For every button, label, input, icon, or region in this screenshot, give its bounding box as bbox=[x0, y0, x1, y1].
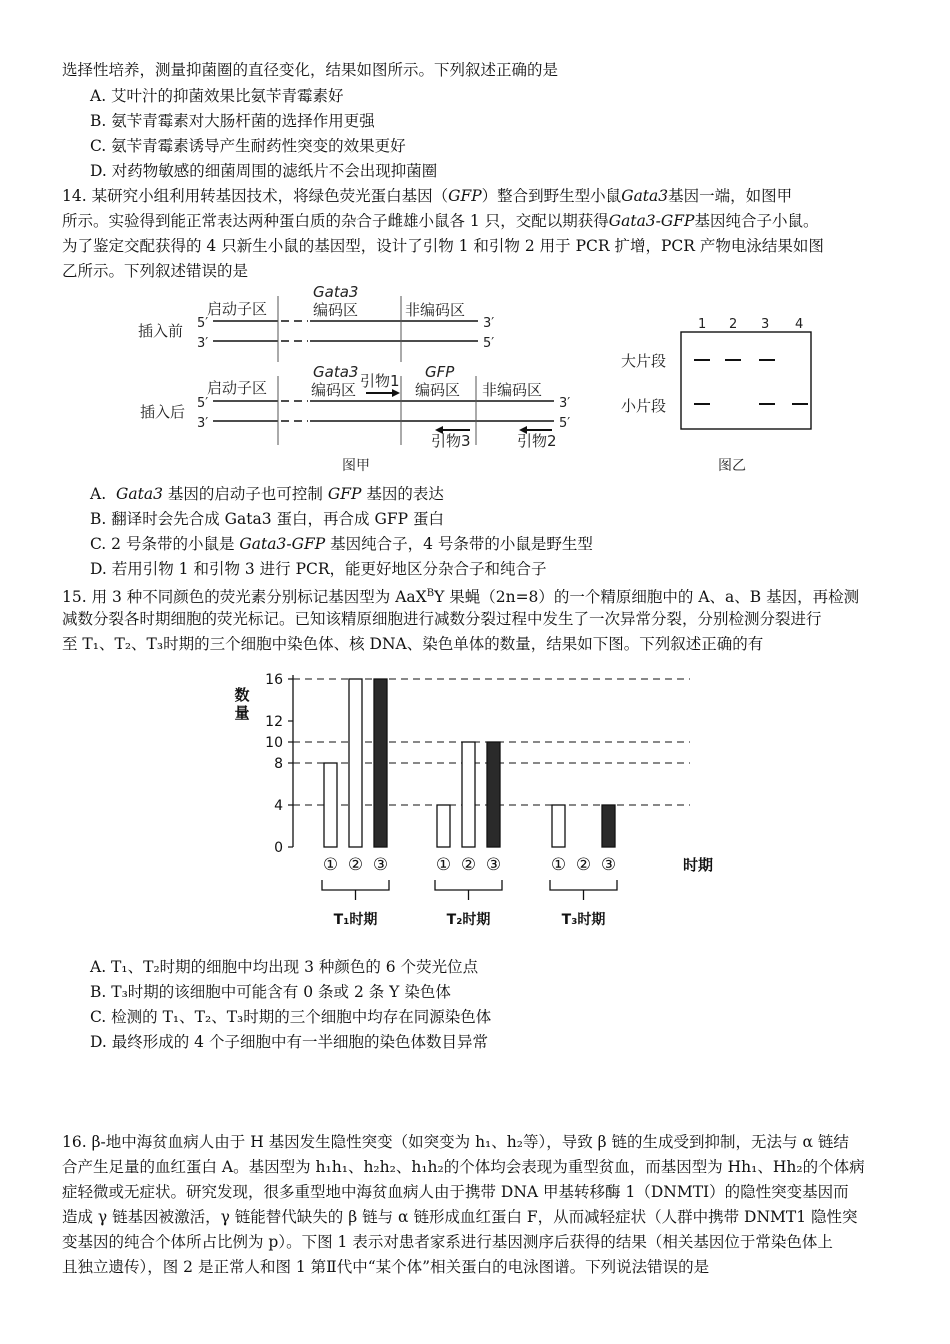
series-marker: ① bbox=[435, 855, 452, 875]
group-label: T₃时期 bbox=[561, 912, 606, 928]
figure-yi-caption: 图乙 bbox=[718, 458, 746, 474]
svg-text:非编码区: 非编码区 bbox=[482, 381, 543, 399]
series-marker: ① bbox=[550, 855, 567, 875]
svg-text:编码区: 编码区 bbox=[311, 381, 357, 399]
svg-text:2: 2 bbox=[729, 317, 738, 332]
q13-option-c: C. 氨苄青霉素诱导产生耐药性突变的效果更好 bbox=[90, 137, 406, 155]
series-marker: ③ bbox=[372, 855, 389, 875]
group-bracket bbox=[435, 880, 502, 890]
series-marker: ② bbox=[575, 855, 592, 875]
bar-2-3 bbox=[487, 742, 500, 847]
svg-text:5′: 5′ bbox=[559, 416, 571, 431]
bar-1-1 bbox=[324, 763, 337, 847]
svg-text:Gata3: Gata3 bbox=[313, 283, 359, 301]
svg-text:5′: 5′ bbox=[197, 316, 209, 331]
svg-text:引物2: 引物2 bbox=[517, 432, 557, 450]
series-marker: ② bbox=[347, 855, 364, 875]
q16-line1: 16. β-地中海贫血病人由于 H 基因发生隐性突变（如突变为 h₁、h₂等），导致 β 链的生成受到抑制，无法与 α 链结 bbox=[62, 1133, 849, 1151]
q14-line4: 乙所示。下列叙述错误的是 bbox=[62, 262, 249, 280]
q15-line2: 减数分裂各时期细胞的荧光标记。已知该精原细胞进行减数分裂过程中发生了一次异常分裂，分别检测分裂进行 bbox=[62, 610, 822, 628]
bar-2-2 bbox=[462, 742, 475, 847]
y-tick-label: 12 bbox=[265, 714, 283, 730]
svg-text:4: 4 bbox=[795, 317, 804, 332]
q14-option-b: B. 翻译时会先合成 Gata3 蛋白，再合成 GFP 蛋白 bbox=[90, 510, 444, 528]
figure-yi bbox=[600, 300, 840, 480]
bar-1-3 bbox=[374, 679, 387, 847]
small-fragment-label: 小片段 bbox=[621, 397, 667, 415]
bar-2-1 bbox=[437, 805, 450, 847]
q16-line2: 合产生足量的血红蛋白 A。基因型为 h₁h₁、h₂h₂、h₁h₂的个体均会表现为重型贫血，而基因型为 Hh₁、Hh₂的个体病 bbox=[62, 1158, 865, 1176]
svg-text:3′: 3′ bbox=[483, 316, 495, 331]
x-axis-label: 时期 bbox=[683, 856, 714, 874]
svg-text:非编码区: 非编码区 bbox=[405, 301, 466, 319]
y-tick-label: 0 bbox=[274, 840, 283, 856]
q13-option-a: A. 艾叶汁的抑菌效果比氨苄青霉素好 bbox=[90, 87, 344, 105]
after-label: 插入后 bbox=[140, 403, 186, 421]
q16-line5: 变基因的纯合个体所占比例为 p）。下图 1 表示对患者家系进行基因测序后获得的结果（相关基因位于常染色体上 bbox=[62, 1233, 833, 1251]
svg-text:编码区: 编码区 bbox=[313, 301, 359, 319]
y-tick-label: 16 bbox=[265, 672, 283, 688]
q15-option-a: A. T₁、T₂时期的细胞中均出现 3 种颜色的 6 个荧光位点 bbox=[90, 958, 479, 976]
q14-option-a: A. Gata3 基因的启动子也可控制 GFP 基因的表达 bbox=[90, 485, 444, 503]
q16-line3: 症轻微或无症状。研究发现，很多重型地中海贫血病人由于携带 DNA 甲基转移酶 1（DNMTI）的隐性突变基因而 bbox=[62, 1183, 849, 1201]
q14-line2: 所示。实验得到能正常表达两种蛋白质的杂合子雌雄小鼠各 1 只，交配以期获得Gata3-GFP基因纯合子小鼠。 bbox=[62, 212, 819, 230]
q13-option-b: B. 氨苄青霉素对大肠杆菌的选择作用更强 bbox=[90, 112, 375, 130]
bar-3-1 bbox=[552, 805, 565, 847]
group-label: T₁时期 bbox=[333, 912, 378, 928]
q15-option-c: C. 检测的 T₁、T₂、T₃时期的三个细胞中均存在同源染色体 bbox=[90, 1008, 492, 1026]
y-axis-label: 量 bbox=[234, 704, 250, 722]
q15-line3: 至 T₁、T₂、T₃时期的三个细胞中染色体、核 DNA、染色单体的数量，结果如下图。下列叙述正确的有 bbox=[62, 635, 764, 653]
svg-text:5′: 5′ bbox=[483, 336, 495, 351]
y-tick-label: 10 bbox=[265, 735, 283, 751]
group-label: T₂时期 bbox=[446, 912, 491, 928]
q14-line1: 14. 某研究小组利用转基因技术，将绿色荧光蛋白基因（GFP）整合到野生型小鼠Gata3基因一端，如图甲 bbox=[62, 187, 793, 205]
y-tick-label: 8 bbox=[274, 756, 283, 772]
svg-text:5′: 5′ bbox=[197, 396, 209, 411]
svg-text:编码区: 编码区 bbox=[415, 381, 461, 399]
series-marker: ③ bbox=[485, 855, 502, 875]
series-marker: ② bbox=[460, 855, 477, 875]
figure-jia-caption: 图甲 bbox=[342, 458, 370, 474]
series-marker: ③ bbox=[600, 855, 617, 875]
svg-text:3′: 3′ bbox=[559, 396, 571, 411]
svg-text:1: 1 bbox=[698, 317, 707, 332]
svg-text:启动子区: 启动子区 bbox=[207, 379, 268, 397]
svg-text:GFP: GFP bbox=[425, 363, 455, 381]
series-marker: ① bbox=[322, 855, 339, 875]
svg-text:Gata3: Gata3 bbox=[313, 363, 359, 381]
q16-line6: 且独立遗传），图 2 是正常人和图 1 第Ⅱ代中“某个体”相关蛋白的电泳图谱。下列说法错误的是 bbox=[62, 1258, 710, 1276]
before-label: 插入前 bbox=[138, 322, 184, 340]
y-tick-label: 4 bbox=[274, 798, 283, 814]
q13-option-d: D. 对药物敏感的细菌周围的滤纸片不会出现抑菌圈 bbox=[90, 162, 438, 180]
svg-text:引物3: 引物3 bbox=[431, 432, 471, 450]
q16-line4: 造成 γ 链基因被激活，γ 链能替代缺失的 β 链与 α 链形成血红蛋白 F，从而减轻症状（人群中携带 DNMT1 隐性突 bbox=[62, 1208, 858, 1226]
q14-option-d: D. 若用引物 1 和引物 3 进行 PCR，能更好地区分杂合子和纯合子 bbox=[90, 560, 547, 578]
bar-1-2 bbox=[349, 679, 362, 847]
q13-intro: 选择性培养，测量抑菌圈的直径变化，结果如图所示。下列叙述正确的是 bbox=[62, 61, 559, 79]
group-bracket bbox=[322, 880, 389, 890]
svg-text:3′: 3′ bbox=[197, 416, 209, 431]
q15-line1: 15. 用 3 种不同颜色的荧光素分别标记基因型为 AaX$^B$Y 果蝇（2n=8）的一个精原细胞中的 A、a、B 基因，再检测 bbox=[62, 588, 860, 607]
bar-3-3 bbox=[602, 805, 615, 847]
y-axis-label: 数 bbox=[234, 686, 250, 704]
q15-option-d: D. 最终形成的 4 个子细胞中有一半细胞的染色体数目异常 bbox=[90, 1033, 488, 1051]
svg-text:引物1: 引物1 bbox=[360, 372, 400, 390]
figure-jia bbox=[0, 280, 600, 480]
svg-text:启动子区: 启动子区 bbox=[207, 300, 268, 318]
svg-text:3: 3 bbox=[761, 317, 770, 332]
big-fragment-label: 大片段 bbox=[621, 352, 667, 370]
group-bracket bbox=[550, 880, 617, 890]
q15-option-b: B. T₃时期的该细胞中可能含有 0 条或 2 条 Y 染色体 bbox=[90, 983, 451, 1001]
q14-line3: 为了鉴定交配获得的 4 只新生小鼠的基因型，设计了引物 1 和引物 2 用于 PCR 扩增，PCR 产物电泳结果如图 bbox=[62, 237, 824, 255]
svg-text:3′: 3′ bbox=[197, 336, 209, 351]
q14-option-c: C. 2 号条带的小鼠是 Gata3-GFP 基因纯合子，4 号条带的小鼠是野生型 bbox=[90, 535, 593, 553]
